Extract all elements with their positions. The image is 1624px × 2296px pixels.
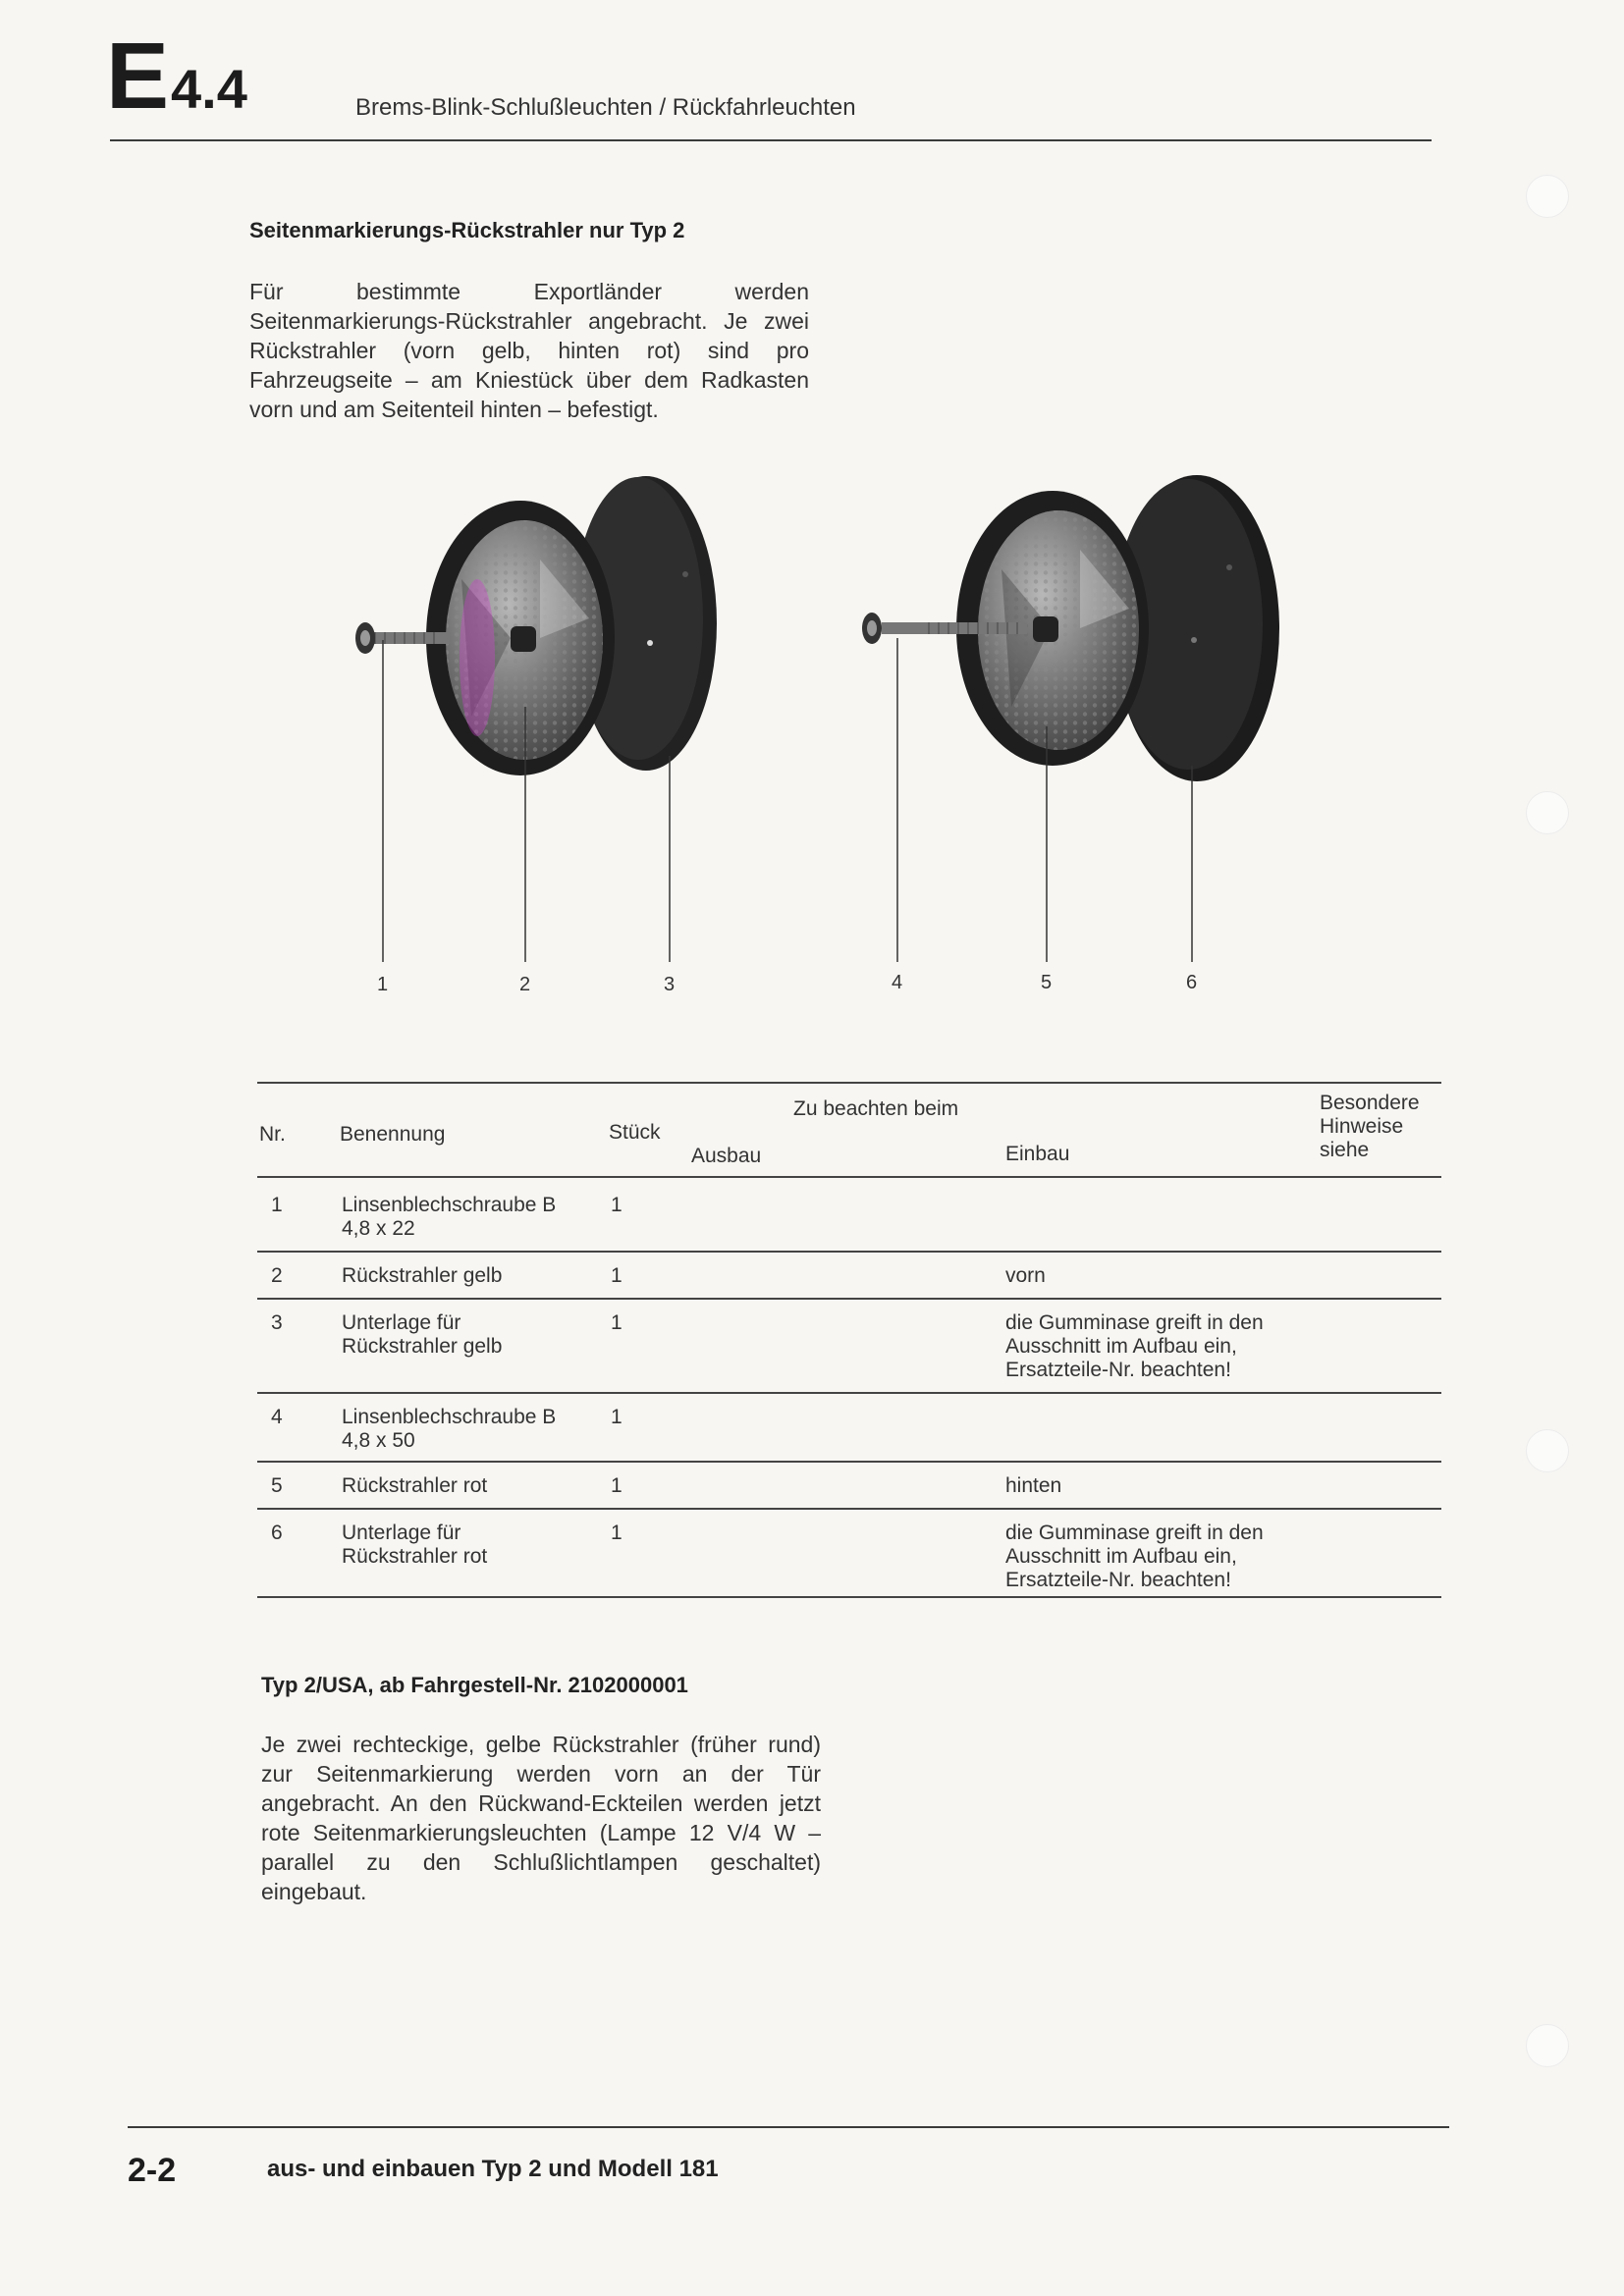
cell-nr: 4 [271,1406,283,1428]
row-rule [257,1392,1441,1394]
cell-qty: 1 [611,1522,623,1544]
cell-nr: 1 [271,1194,283,1216]
callout-6: 6 [1186,972,1198,993]
section1-heading: Seitenmarkierungs-Rückstrahler nur Typ 2 [249,218,685,242]
screw-long [919,622,1027,634]
cell-qty: 1 [611,1264,623,1287]
section-code-number: 4.4 [171,58,247,120]
cell-name: Rückstrahler gelb [342,1264,503,1287]
header-nr: Nr. [259,1123,286,1146]
header-name: Benennung [340,1123,446,1146]
reflector-illustration [324,471,1355,1021]
callout-4: 4 [892,972,903,993]
cell-nr: 3 [271,1311,283,1334]
cell-name: Linsenblechschraube B 4,8 x 50 [342,1406,557,1452]
header-qty: Stück [609,1121,661,1144]
cell-nr: 6 [271,1522,283,1544]
header-einbau: Einbau [1005,1143,1070,1165]
reflector-assembly-rear [862,475,1279,781]
cell-einbau: hinten [1005,1474,1062,1497]
header-ausbau: Ausbau [691,1145,762,1167]
section1-text: Für bestimmte Exportländer werden Seitenmarkierungs-Rückstrahler angebracht. Je zwei Rückstrahler (vorn gelb, hinten rot) sind pro Fahrzeugseite – am Kniestück über dem Radkasten vorn und am Seitenteil hinten – befestigt. [249,279,809,422]
binder-hole [1526,1429,1569,1472]
reflector-assembly-front [355,476,717,775]
cell-name: Unterlage für Rückstrahler gelb [342,1311,503,1358]
footer-title: aus- und einbauen Typ 2 und Modell 181 [267,2156,719,2182]
section2-heading: Typ 2/USA, ab Fahrgestell-Nr. 2102000001 [261,1673,688,1697]
cell-einbau: vorn [1005,1264,1046,1287]
reflector-figure [324,471,1355,1021]
cell-einbau: die Gumminase greift in den Ausschnitt im Aufbau ein, Ersatzteile-Nr. beachten! [1005,1311,1264,1381]
row-rule [257,1298,1441,1300]
cell-name: Rückstrahler rot [342,1474,488,1497]
cell-name: Unterlage für Rückstrahler rot [342,1522,488,1568]
section-code-letter: E [106,24,168,129]
binder-hole [1526,175,1569,218]
page-number: 2-2 [128,2152,177,2189]
header-hinweise: Besondere Hinweise siehe [1320,1092,1420,1161]
callout-3: 3 [664,974,676,995]
cell-qty: 1 [611,1311,623,1334]
callout-1: 1 [377,974,389,995]
row-rule [257,1508,1441,1510]
screw-short [367,632,450,644]
table-bottom-rule [257,1596,1441,1598]
table-header-rule [257,1176,1441,1178]
cell-qty: 1 [611,1194,623,1216]
cell-name: Linsenblechschraube B 4,8 x 22 [342,1194,557,1240]
section2-text: Je zwei rechteckige, gelbe Rückstrahler (früher rund) zur Seitenmarkierung werden vorn an der Tür angebracht. An den Rückwand-Eckteilen werden jetzt rote Seitenmarkierungsleuchten (Lampe 12 V/4 W – parallel zu den Schlußlichtlampen geschaltet) eingebaut. [261,1732,821,1904]
cell-qty: 1 [611,1406,623,1428]
cell-nr: 2 [271,1264,283,1287]
row-rule [257,1251,1441,1253]
header-rule [110,139,1432,141]
footer-rule [128,2126,1449,2128]
table-top-rule [257,1082,1441,1084]
binder-hole [1526,2024,1569,2067]
row-rule [257,1461,1441,1463]
cell-einbau: die Gumminase greift in den Ausschnitt im Aufbau ein, Ersatzteile-Nr. beachten! [1005,1522,1264,1591]
cell-nr: 5 [271,1474,283,1497]
callout-5: 5 [1041,972,1053,993]
section-code [106,24,247,129]
parts-table [257,1082,1441,1612]
page-title: Brems-Blink-Schlußleuchten / Rückfahrleuchten [355,94,856,121]
cell-qty: 1 [611,1474,623,1497]
callout-2: 2 [519,974,531,995]
header-group: Zu beachten beim [793,1097,959,1120]
binder-hole [1526,791,1569,834]
